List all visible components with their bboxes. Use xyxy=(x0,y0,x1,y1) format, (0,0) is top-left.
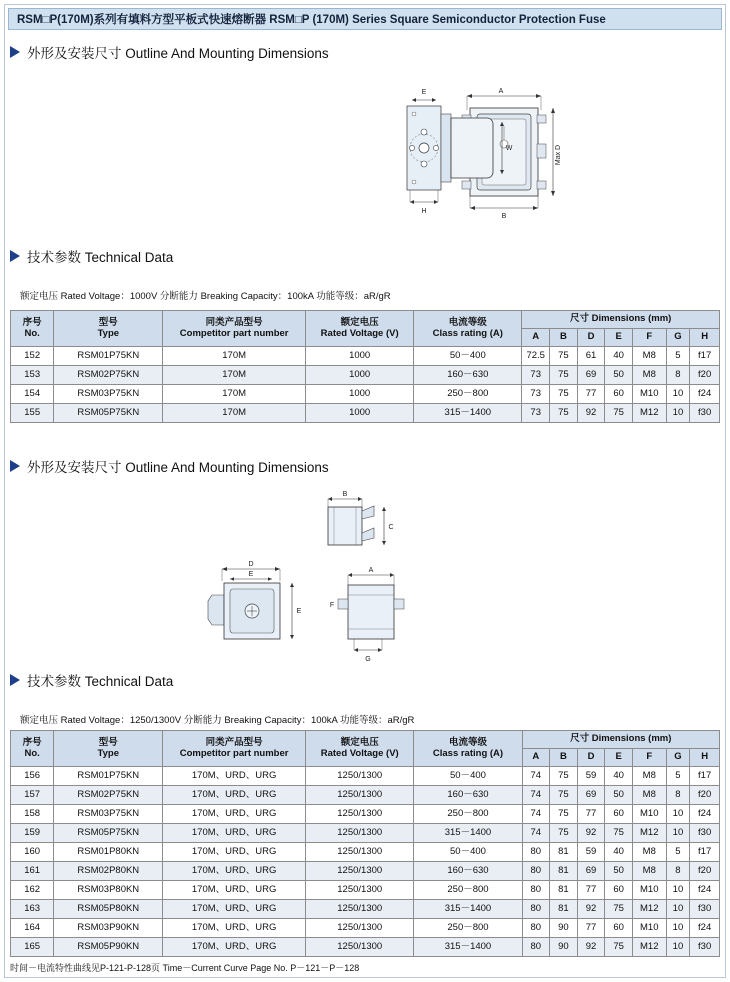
cell-competitor: 170M、URD、URG xyxy=(163,805,306,824)
cell-d: 92 xyxy=(577,824,605,843)
cell-g: 8 xyxy=(666,366,690,385)
cell-h: f24 xyxy=(690,385,720,404)
cell-a: 80 xyxy=(522,843,550,862)
cell-voltage: 1000 xyxy=(306,347,414,366)
col-competitor: 同类产品型号 Competitor part number xyxy=(163,731,306,767)
col-dim-e: E xyxy=(605,749,633,767)
cell-h: f30 xyxy=(690,404,720,423)
cell-competitor: 170M、URD、URG xyxy=(163,824,306,843)
cell-d: 59 xyxy=(577,767,605,786)
svg-text:A: A xyxy=(368,567,374,574)
col-no: 序号 No. xyxy=(11,731,54,767)
cell-d: 77 xyxy=(577,919,605,938)
section-title-text: 外形及安装尺寸 Outline And Mounting Dimensions xyxy=(27,46,329,61)
cell-g: 5 xyxy=(666,843,690,862)
cell-competitor: 170M xyxy=(163,404,306,423)
cell-class: 50－400 xyxy=(414,347,522,366)
col-type: 型号 Type xyxy=(54,731,163,767)
cell-no: 155 xyxy=(11,404,54,423)
cell-competitor: 170M、URD、URG xyxy=(163,843,306,862)
cell-class: 315－1400 xyxy=(414,938,522,957)
spec-line-1: 额定电压 Rated Voltage：1000V 分断能力 Breaking Capacity：100kA 功能等级：aR/gR xyxy=(20,291,391,302)
cell-b: 75 xyxy=(550,805,578,824)
cell-class: 50－400 xyxy=(414,767,522,786)
triangle-bullet-icon xyxy=(10,250,20,262)
cell-d: 59 xyxy=(577,843,605,862)
cell-h: f30 xyxy=(690,938,720,957)
cell-f: M8 xyxy=(632,366,666,385)
svg-text:A: A xyxy=(498,88,504,95)
cell-voltage: 1250/1300 xyxy=(306,900,414,919)
svg-text:B: B xyxy=(501,213,507,220)
cell-type: RSM01P80KN xyxy=(54,843,163,862)
cell-type: RSM01P75KN xyxy=(54,347,163,366)
outline-drawing-1b xyxy=(390,82,520,232)
tech-data-table-1 xyxy=(10,310,720,423)
cell-a: 74 xyxy=(522,786,550,805)
table-body-2 xyxy=(11,767,720,957)
cell-f: M10 xyxy=(632,805,666,824)
cell-type: RSM02P75KN xyxy=(54,786,163,805)
table-row xyxy=(11,862,720,881)
triangle-bullet-icon xyxy=(10,46,20,58)
cell-f: M8 xyxy=(632,843,666,862)
table-row xyxy=(11,805,720,824)
cell-e: 75 xyxy=(605,404,633,423)
svg-text:Max D: Max D xyxy=(555,144,562,166)
cell-f: M12 xyxy=(632,404,666,423)
cell-competitor: 170M、URD、URG xyxy=(163,938,306,957)
col-voltage: 额定电压 Rated Voltage (V) xyxy=(306,311,414,347)
cell-class: 315－1400 xyxy=(414,900,522,919)
section-heading-outline-2 xyxy=(10,456,329,476)
cell-competitor: 170M、URD、URG xyxy=(163,862,306,881)
cell-class: 250－800 xyxy=(414,385,522,404)
cell-b: 81 xyxy=(550,900,578,919)
cell-h: f20 xyxy=(690,862,720,881)
cell-no: 154 xyxy=(11,385,54,404)
cell-voltage: 1000 xyxy=(306,366,414,385)
col-dim-g: G xyxy=(666,749,690,767)
cell-g: 10 xyxy=(666,881,690,900)
cell-h: f20 xyxy=(690,786,720,805)
cell-b: 90 xyxy=(550,919,578,938)
cell-f: M10 xyxy=(632,919,666,938)
outline-drawing-2-right-svg xyxy=(320,555,460,665)
svg-text:C: C xyxy=(388,524,394,531)
svg-text:G: G xyxy=(365,656,371,663)
cell-competitor: 170M xyxy=(163,366,306,385)
cell-g: 8 xyxy=(666,786,690,805)
cell-a: 73 xyxy=(522,366,550,385)
cell-type: RSM03P80KN xyxy=(54,881,163,900)
cell-h: f24 xyxy=(690,881,720,900)
cell-no: 160 xyxy=(11,843,54,862)
col-dim-a: A xyxy=(522,329,550,347)
spec-line-2: 额定电压 Rated Voltage：1250/1300V 分断能力 Breaking Capacity：100kA 功能等级：aR/gR xyxy=(20,715,415,726)
cell-b: 75 xyxy=(550,385,578,404)
cell-a: 74 xyxy=(522,767,550,786)
cell-no: 152 xyxy=(11,347,54,366)
cell-h: f20 xyxy=(690,366,720,385)
table-row xyxy=(11,938,720,957)
triangle-bullet-icon xyxy=(10,674,20,686)
cell-type: RSM05P75KN xyxy=(54,404,163,423)
cell-f: M12 xyxy=(632,900,666,919)
cell-f: M10 xyxy=(632,881,666,900)
cell-d: 92 xyxy=(577,900,605,919)
table-row xyxy=(11,404,720,423)
cell-e: 60 xyxy=(605,385,633,404)
col-dim-e: E xyxy=(605,329,633,347)
cell-e: 60 xyxy=(605,881,633,900)
cell-h: f24 xyxy=(690,919,720,938)
cell-f: M8 xyxy=(632,767,666,786)
cell-no: 164 xyxy=(11,919,54,938)
cell-class: 160－630 xyxy=(414,786,522,805)
svg-text:F: F xyxy=(329,602,335,609)
cell-e: 40 xyxy=(605,347,633,366)
cell-e: 75 xyxy=(605,824,633,843)
page-header xyxy=(8,8,722,30)
svg-text:H: H xyxy=(421,208,427,215)
table-row xyxy=(11,786,720,805)
cell-f: M12 xyxy=(632,938,666,957)
cell-voltage: 1250/1300 xyxy=(306,805,414,824)
cell-g: 10 xyxy=(666,919,690,938)
cell-type: RSM02P80KN xyxy=(54,862,163,881)
cell-h: f17 xyxy=(690,843,720,862)
table-row xyxy=(11,347,720,366)
cell-e: 60 xyxy=(605,919,633,938)
outline-drawing-2-right xyxy=(320,555,460,670)
section-title-text: 技术参数 Technical Data xyxy=(27,250,174,265)
section-heading-tech-1 xyxy=(10,246,173,266)
cell-voltage: 1250/1300 xyxy=(306,919,414,938)
cell-competitor: 170M xyxy=(163,347,306,366)
col-dim-d: D xyxy=(577,749,605,767)
cell-voltage: 1250/1300 xyxy=(306,881,414,900)
cell-g: 10 xyxy=(666,404,690,423)
cell-e: 40 xyxy=(605,843,633,862)
cell-type: RSM03P90KN xyxy=(54,919,163,938)
cell-h: f30 xyxy=(690,900,720,919)
outline-drawing-1b-svg xyxy=(390,82,520,227)
cell-no: 158 xyxy=(11,805,54,824)
cell-a: 74 xyxy=(522,805,550,824)
col-dim-b: B xyxy=(550,749,578,767)
cell-a: 73 xyxy=(522,404,550,423)
cell-d: 92 xyxy=(577,938,605,957)
svg-text:D: D xyxy=(248,561,254,568)
cell-h: f24 xyxy=(690,805,720,824)
cell-f: M10 xyxy=(632,385,666,404)
cell-class: 315－1400 xyxy=(414,404,522,423)
cell-no: 165 xyxy=(11,938,54,957)
section-heading-tech-2 xyxy=(10,670,173,690)
cell-type: RSM03P75KN xyxy=(54,385,163,404)
col-dim-b: B xyxy=(550,329,578,347)
cell-b: 81 xyxy=(550,843,578,862)
cell-g: 10 xyxy=(666,385,690,404)
cell-voltage: 1250/1300 xyxy=(306,824,414,843)
section-heading-outline-1 xyxy=(10,42,329,62)
cell-f: M8 xyxy=(632,862,666,881)
cell-d: 69 xyxy=(577,862,605,881)
cell-no: 157 xyxy=(11,786,54,805)
svg-text:W: W xyxy=(505,145,513,152)
cell-g: 5 xyxy=(666,347,690,366)
table-row xyxy=(11,843,720,862)
col-class: 电流等级 Class rating (A) xyxy=(414,731,522,767)
cell-e: 50 xyxy=(605,786,633,805)
cell-h: f17 xyxy=(690,347,720,366)
cell-voltage: 1250/1300 xyxy=(306,786,414,805)
cell-f: M8 xyxy=(632,347,666,366)
page-title: RSM□P(170M)系列有填料方型平板式快速熔断器 RSM□P (170M) Series Square Semiconductor Protection Fuse xyxy=(17,14,606,26)
col-dimensions-group: 尺寸 Dimensions (mm) xyxy=(522,311,720,329)
table-row xyxy=(11,366,720,385)
col-dim-h: H xyxy=(690,329,720,347)
cell-class: 160－630 xyxy=(414,366,522,385)
cell-a: 80 xyxy=(522,862,550,881)
col-dimensions-group: 尺寸 Dimensions (mm) xyxy=(522,731,720,749)
cell-d: 61 xyxy=(577,347,605,366)
cell-voltage: 1250/1300 xyxy=(306,862,414,881)
cell-h: f30 xyxy=(690,824,720,843)
cell-no: 161 xyxy=(11,862,54,881)
cell-a: 80 xyxy=(522,881,550,900)
cell-a: 73 xyxy=(522,385,550,404)
tech-data-table-2 xyxy=(10,730,720,957)
cell-e: 75 xyxy=(605,900,633,919)
cell-no: 159 xyxy=(11,824,54,843)
col-type: 型号 Type xyxy=(54,311,163,347)
cell-g: 10 xyxy=(666,824,690,843)
cell-competitor: 170M、URD、URG xyxy=(163,900,306,919)
cell-g: 10 xyxy=(666,805,690,824)
cell-e: 50 xyxy=(605,366,633,385)
cell-voltage: 1000 xyxy=(306,385,414,404)
cell-competitor: 170M、URD、URG xyxy=(163,786,306,805)
table-body-1 xyxy=(11,347,720,423)
col-dim-g: G xyxy=(666,329,690,347)
col-dim-h: H xyxy=(690,749,720,767)
table-header-row xyxy=(11,731,720,749)
cell-competitor: 170M、URD、URG xyxy=(163,767,306,786)
cell-no: 163 xyxy=(11,900,54,919)
cell-type: RSM05P90KN xyxy=(54,938,163,957)
col-dim-f: F xyxy=(632,329,666,347)
cell-e: 40 xyxy=(605,767,633,786)
cell-class: 250－800 xyxy=(414,919,522,938)
cell-h: f17 xyxy=(690,767,720,786)
cell-competitor: 170M、URD、URG xyxy=(163,919,306,938)
cell-type: RSM05P80KN xyxy=(54,900,163,919)
cell-no: 153 xyxy=(11,366,54,385)
cell-g: 5 xyxy=(666,767,690,786)
cell-d: 77 xyxy=(577,385,605,404)
cell-a: 72.5 xyxy=(522,347,550,366)
cell-type: RSM02P75KN xyxy=(54,366,163,385)
svg-text:E: E xyxy=(248,571,254,578)
cell-a: 74 xyxy=(522,824,550,843)
col-dim-f: F xyxy=(632,749,666,767)
cell-e: 60 xyxy=(605,805,633,824)
col-dim-d: D xyxy=(577,329,605,347)
cell-d: 69 xyxy=(577,786,605,805)
cell-g: 10 xyxy=(666,900,690,919)
cell-voltage: 1250/1300 xyxy=(306,767,414,786)
cell-b: 75 xyxy=(550,824,578,843)
svg-text:B: B xyxy=(342,491,348,498)
cell-no: 156 xyxy=(11,767,54,786)
table-header-row xyxy=(11,311,720,329)
cell-b: 75 xyxy=(550,767,578,786)
cell-a: 80 xyxy=(522,938,550,957)
cell-f: M8 xyxy=(632,786,666,805)
cell-b: 90 xyxy=(550,938,578,957)
cell-competitor: 170M xyxy=(163,385,306,404)
cell-voltage: 1250/1300 xyxy=(306,938,414,957)
svg-text:E: E xyxy=(296,608,302,615)
col-dim-a: A xyxy=(522,749,550,767)
cell-a: 80 xyxy=(522,900,550,919)
cell-b: 81 xyxy=(550,862,578,881)
triangle-bullet-icon xyxy=(10,460,20,472)
cell-d: 92 xyxy=(577,404,605,423)
cell-b: 75 xyxy=(550,404,578,423)
cell-d: 77 xyxy=(577,881,605,900)
cell-class: 250－800 xyxy=(414,805,522,824)
section-title-text: 技术参数 Technical Data xyxy=(27,674,174,689)
cell-competitor: 170M、URD、URG xyxy=(163,881,306,900)
cell-type: RSM01P75KN xyxy=(54,767,163,786)
cell-no: 162 xyxy=(11,881,54,900)
cell-f: M12 xyxy=(632,824,666,843)
cell-e: 75 xyxy=(605,938,633,957)
cell-g: 8 xyxy=(666,862,690,881)
cell-d: 77 xyxy=(577,805,605,824)
cell-voltage: 1000 xyxy=(306,404,414,423)
table-row xyxy=(11,824,720,843)
cell-g: 10 xyxy=(666,938,690,957)
table-row xyxy=(11,919,720,938)
cell-b: 75 xyxy=(550,366,578,385)
cell-class: 250－800 xyxy=(414,881,522,900)
svg-text:E: E xyxy=(421,89,427,96)
cell-d: 69 xyxy=(577,366,605,385)
col-no: 序号 No. xyxy=(11,311,54,347)
cell-e: 50 xyxy=(605,862,633,881)
cell-class: 160－630 xyxy=(414,862,522,881)
cell-b: 75 xyxy=(550,786,578,805)
table-row xyxy=(11,385,720,404)
col-class: 电流等级 Class rating (A) xyxy=(414,311,522,347)
cell-class: 50－400 xyxy=(414,843,522,862)
section-title-text: 外形及安装尺寸 Outline And Mounting Dimensions xyxy=(27,460,329,475)
table-row xyxy=(11,767,720,786)
cell-type: RSM03P75KN xyxy=(54,805,163,824)
cell-b: 75 xyxy=(550,347,578,366)
cell-b: 81 xyxy=(550,881,578,900)
col-voltage: 额定电压 Rated Voltage (V) xyxy=(306,731,414,767)
cell-voltage: 1250/1300 xyxy=(306,843,414,862)
cell-class: 315－1400 xyxy=(414,824,522,843)
cell-type: RSM05P75KN xyxy=(54,824,163,843)
cell-a: 80 xyxy=(522,919,550,938)
footer-note: 时间－电流特性曲线见P-121-P-128页 Time－Current Curve Page No. P－121－P－128 xyxy=(10,963,360,973)
table-row xyxy=(11,900,720,919)
outline-drawing-2-top-svg xyxy=(300,485,460,565)
table-row xyxy=(11,881,720,900)
col-competitor: 同类产品型号 Competitor part number xyxy=(163,311,306,347)
